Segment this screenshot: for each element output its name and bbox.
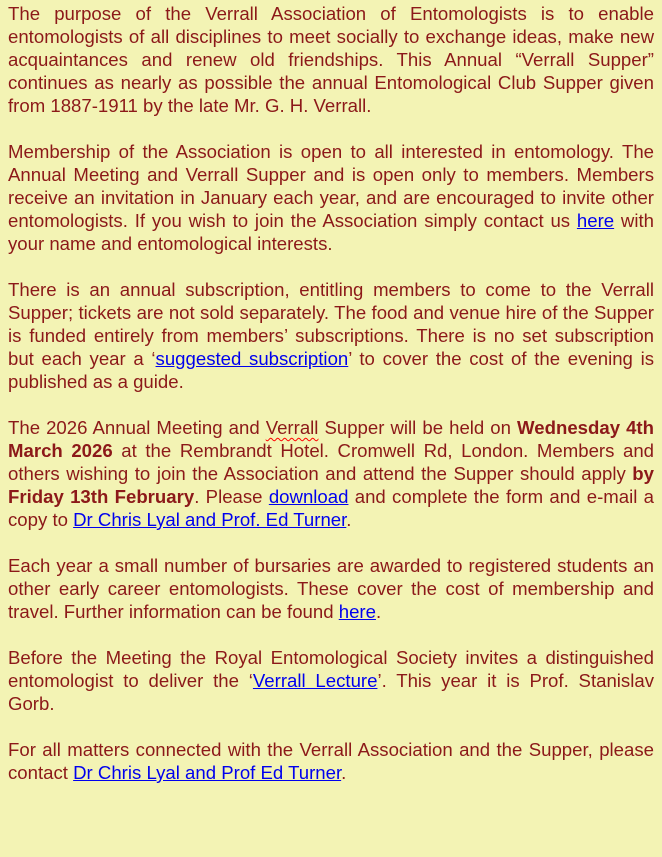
text-segment: Each year a small number of bursaries are awarded to registered students an other early career entomologists. These cover the cost of membership and travel. Further information can be found [8,555,654,622]
text-segment: The 2026 Annual Meeting and [8,417,266,438]
link-join-here[interactable]: here [576,210,615,231]
text-segment: ’ to cover the cost of the evening is published as a guide. [8,348,655,392]
link-suggested-subscription[interactable]: suggested subscription [155,348,349,369]
text-segment: There is an annual subscription, entitling members to come to the Verrall Supper; tickets are not sold separately. The food and venue hire of the Supper is funded entirely from members’ subscriptions. There is no set subscription but each year a ‘ [8,279,654,369]
link-bursaries-here[interactable]: here [338,601,376,622]
text-segment: . [375,601,382,622]
text-segment: Before the Meeting the Royal Entomological Society invites a distinguished entomologist to deliver the ‘ [8,647,654,691]
link-download-form[interactable]: download [268,486,349,507]
paragraph-verrall-lecture [8,646,654,715]
paragraph-purpose [8,2,654,117]
text-segment: . [341,762,347,783]
paragraph-annual-meeting [8,416,654,531]
text-segment: The purpose of the Verrall Association of Entomologists is to enable entomologists of all disciplines to meet socially to exchange ideas, make new acquaintances and renew old friendships. This Annual “Verrall Supper” continues as nearly as possible the annual Entomological Club Supper given from 1887-1911 by the late Mr. G. H. Verrall. [8,3,654,116]
paragraph-membership [8,140,654,255]
text-segment: . [346,509,352,530]
text-segment: . Please [194,486,269,507]
paragraph-bursaries [8,554,654,623]
paragraph-subscription [8,278,654,393]
link-email-lyal-turner[interactable]: Dr Chris Lyal and Prof. Ed Turner [73,509,347,530]
text-segment: Membership of the Association is open to all interested in entomology. The Annual Meeting and Verrall Supper and is open only to members. Members receive an invitation in January each year, and are encouraged to invite other entomologists. If you wish to join the Association simply contact us [8,141,654,231]
link-verrall-lecture[interactable]: Verrall Lecture [252,670,378,691]
text-segment: For all matters connected with the Verrall Association and the Supper, please contact [8,739,654,783]
text-segment: and complete the form and e-mail a copy to [8,486,655,530]
text-segment: Supper will be held on [318,417,518,438]
paragraph-contact [8,738,654,784]
apply-deadline-bold: by Friday 13th February [8,463,654,507]
meeting-date-bold: Wednesday 4th March 2026 [8,417,654,461]
text-segment: ’. This year it is Prof. Stanislav Gorb. [8,670,654,714]
text-segment: at the Rembrandt Hotel. Cromwell Rd, London. Members and others wishing to join the Association and attend the Supper should apply [8,440,654,484]
spellcheck-word-verrall: Verrall [265,417,319,438]
link-contact-lyal-turner[interactable]: Dr Chris Lyal and Prof Ed Turner [73,762,342,783]
text-segment: with your name and entomological interests. [8,210,654,254]
